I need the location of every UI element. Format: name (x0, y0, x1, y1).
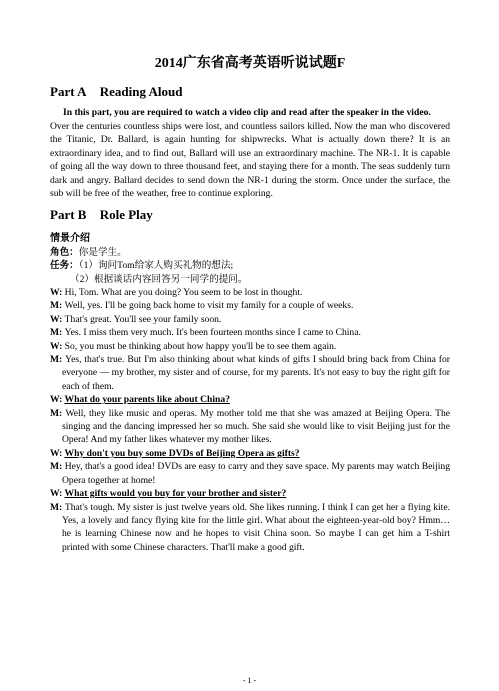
dialogue (50, 286, 450, 554)
dialogue-line (50, 487, 450, 500)
task-label: 任务： (50, 260, 79, 271)
scenario-heading: 情景介绍 (50, 232, 90, 244)
task-2: （2）根据谈话内容回答另一同学的提问。 (70, 273, 248, 285)
dialogue-line (50, 299, 450, 312)
utterance-text: Well, yes. I'll be going back home to visit my family for a couple of weeks. (64, 300, 354, 312)
speaker-label: M: (50, 327, 65, 339)
speaker-label: M: (50, 407, 66, 419)
role-label: 角色： (50, 246, 79, 258)
part-a-heading (50, 84, 450, 100)
dialogue-line (50, 313, 450, 326)
dialogue-line (50, 326, 450, 339)
utterance-text: So, you must be thinking about how happy you'll be to see them again. (64, 340, 337, 352)
utterance-text: Well, they like music and operas. My mother told me that she was amazed at Beijing Opera. The singing and the dancing impressed her so much. She said she would like to visit Beijing just for the Opera! And my father likes whatever my mother likes. (62, 407, 450, 446)
speaker-label: W: (50, 287, 65, 298)
dialogue-line (50, 501, 450, 555)
task-line (50, 259, 450, 273)
dialogue-line (50, 353, 450, 393)
dialogue-line (50, 460, 450, 487)
role-text: 你是学生。 (78, 246, 127, 258)
question-text: Why don't you buy some DVDs of Beijing Opera as gifts? (64, 447, 300, 459)
utterance-text: Hey, that's a good idea! DVDs are easy to carry and they save space. My parents may watch Beijing Opera together at home! (62, 461, 450, 486)
question-text: What do your parents like about China? (64, 394, 230, 406)
dialogue-line (50, 286, 450, 299)
dialogue-line (50, 447, 450, 460)
part-b-name: Role Play (99, 206, 153, 222)
page-number: - 1 - (242, 676, 257, 685)
utterance-text: Hi, Tom. What are you doing? You seem to be lost in thought. (64, 287, 303, 298)
part-b-heading (50, 207, 450, 223)
speaker-label: W: (50, 488, 65, 500)
speaker-label: W: (50, 394, 65, 406)
speaker-label: W: (50, 313, 65, 325)
speaker-label: M: (50, 300, 65, 312)
speaker-label: M: (50, 354, 66, 366)
task-1: （1）询问Tom给家人购买礼物的想法; (78, 260, 234, 271)
part-a-label: Part A (50, 84, 87, 99)
utterance-text: That's great. You'll see your family soon. (64, 313, 222, 325)
role-line (50, 246, 450, 260)
page-title: 2014广东省高考英语听说试题F (154, 56, 346, 71)
utterance-text: That's tough. My sister is just twelve years old. She likes running. I think I can get her a flying kite. Yes, a lovely and fancy flying kite for the little girl. What about the eighteen-year-old boy? Hmm…he is learning Chinese now and he hopes to visit China soon. So maybe I can get him a T-shirt printed with some Chinese characters. That'll make a good gift. (62, 501, 450, 553)
utterance-text: Yes, that's true. But I'm also thinking about what kinds of gifts I should bring back from China for everyone — my brother, my sister and of course, for my parents. It's not easy to buy the right gift for each of them. (62, 354, 450, 392)
utterance-text: Yes. I miss them very much. It's been fourteen months since I came to China. (64, 327, 361, 339)
part-a-instruction: In this part, you are required to watch a video clip and read after the speaker in the video. (63, 107, 431, 118)
document-page (50, 52, 450, 554)
question-text: What gifts would you buy for your brother and sister? (64, 488, 287, 500)
dialogue-line (50, 340, 450, 353)
speaker-label: M: (50, 501, 65, 513)
dialogue-line (50, 393, 450, 406)
part-a-name: Reading Aloud (99, 84, 183, 99)
speaker-label: W: (50, 340, 65, 352)
speaker-label: M: (50, 461, 65, 473)
part-b-label: Part B (50, 206, 87, 222)
reading-passage: Over the centuries countless ships were lost, and countless sailors killed. Now the man who discovered the Titanic, Dr. Ballard, is again hunting for shipwrecks. What is actually down there? It is an extraordinary idea, and to find out, Ballard will use an extraordinary machine. The NR-1. It is capable of going all the way down to three thousand feet, and staying there for a month. The seas suddenly turn dark and angry. Ballard decides to send down the NR-1 during the storm. Once under the surface, the sub will be free of the weather, free to continue exploring. (50, 120, 450, 199)
speaker-label: W: (50, 447, 65, 459)
dialogue-line (50, 407, 450, 447)
